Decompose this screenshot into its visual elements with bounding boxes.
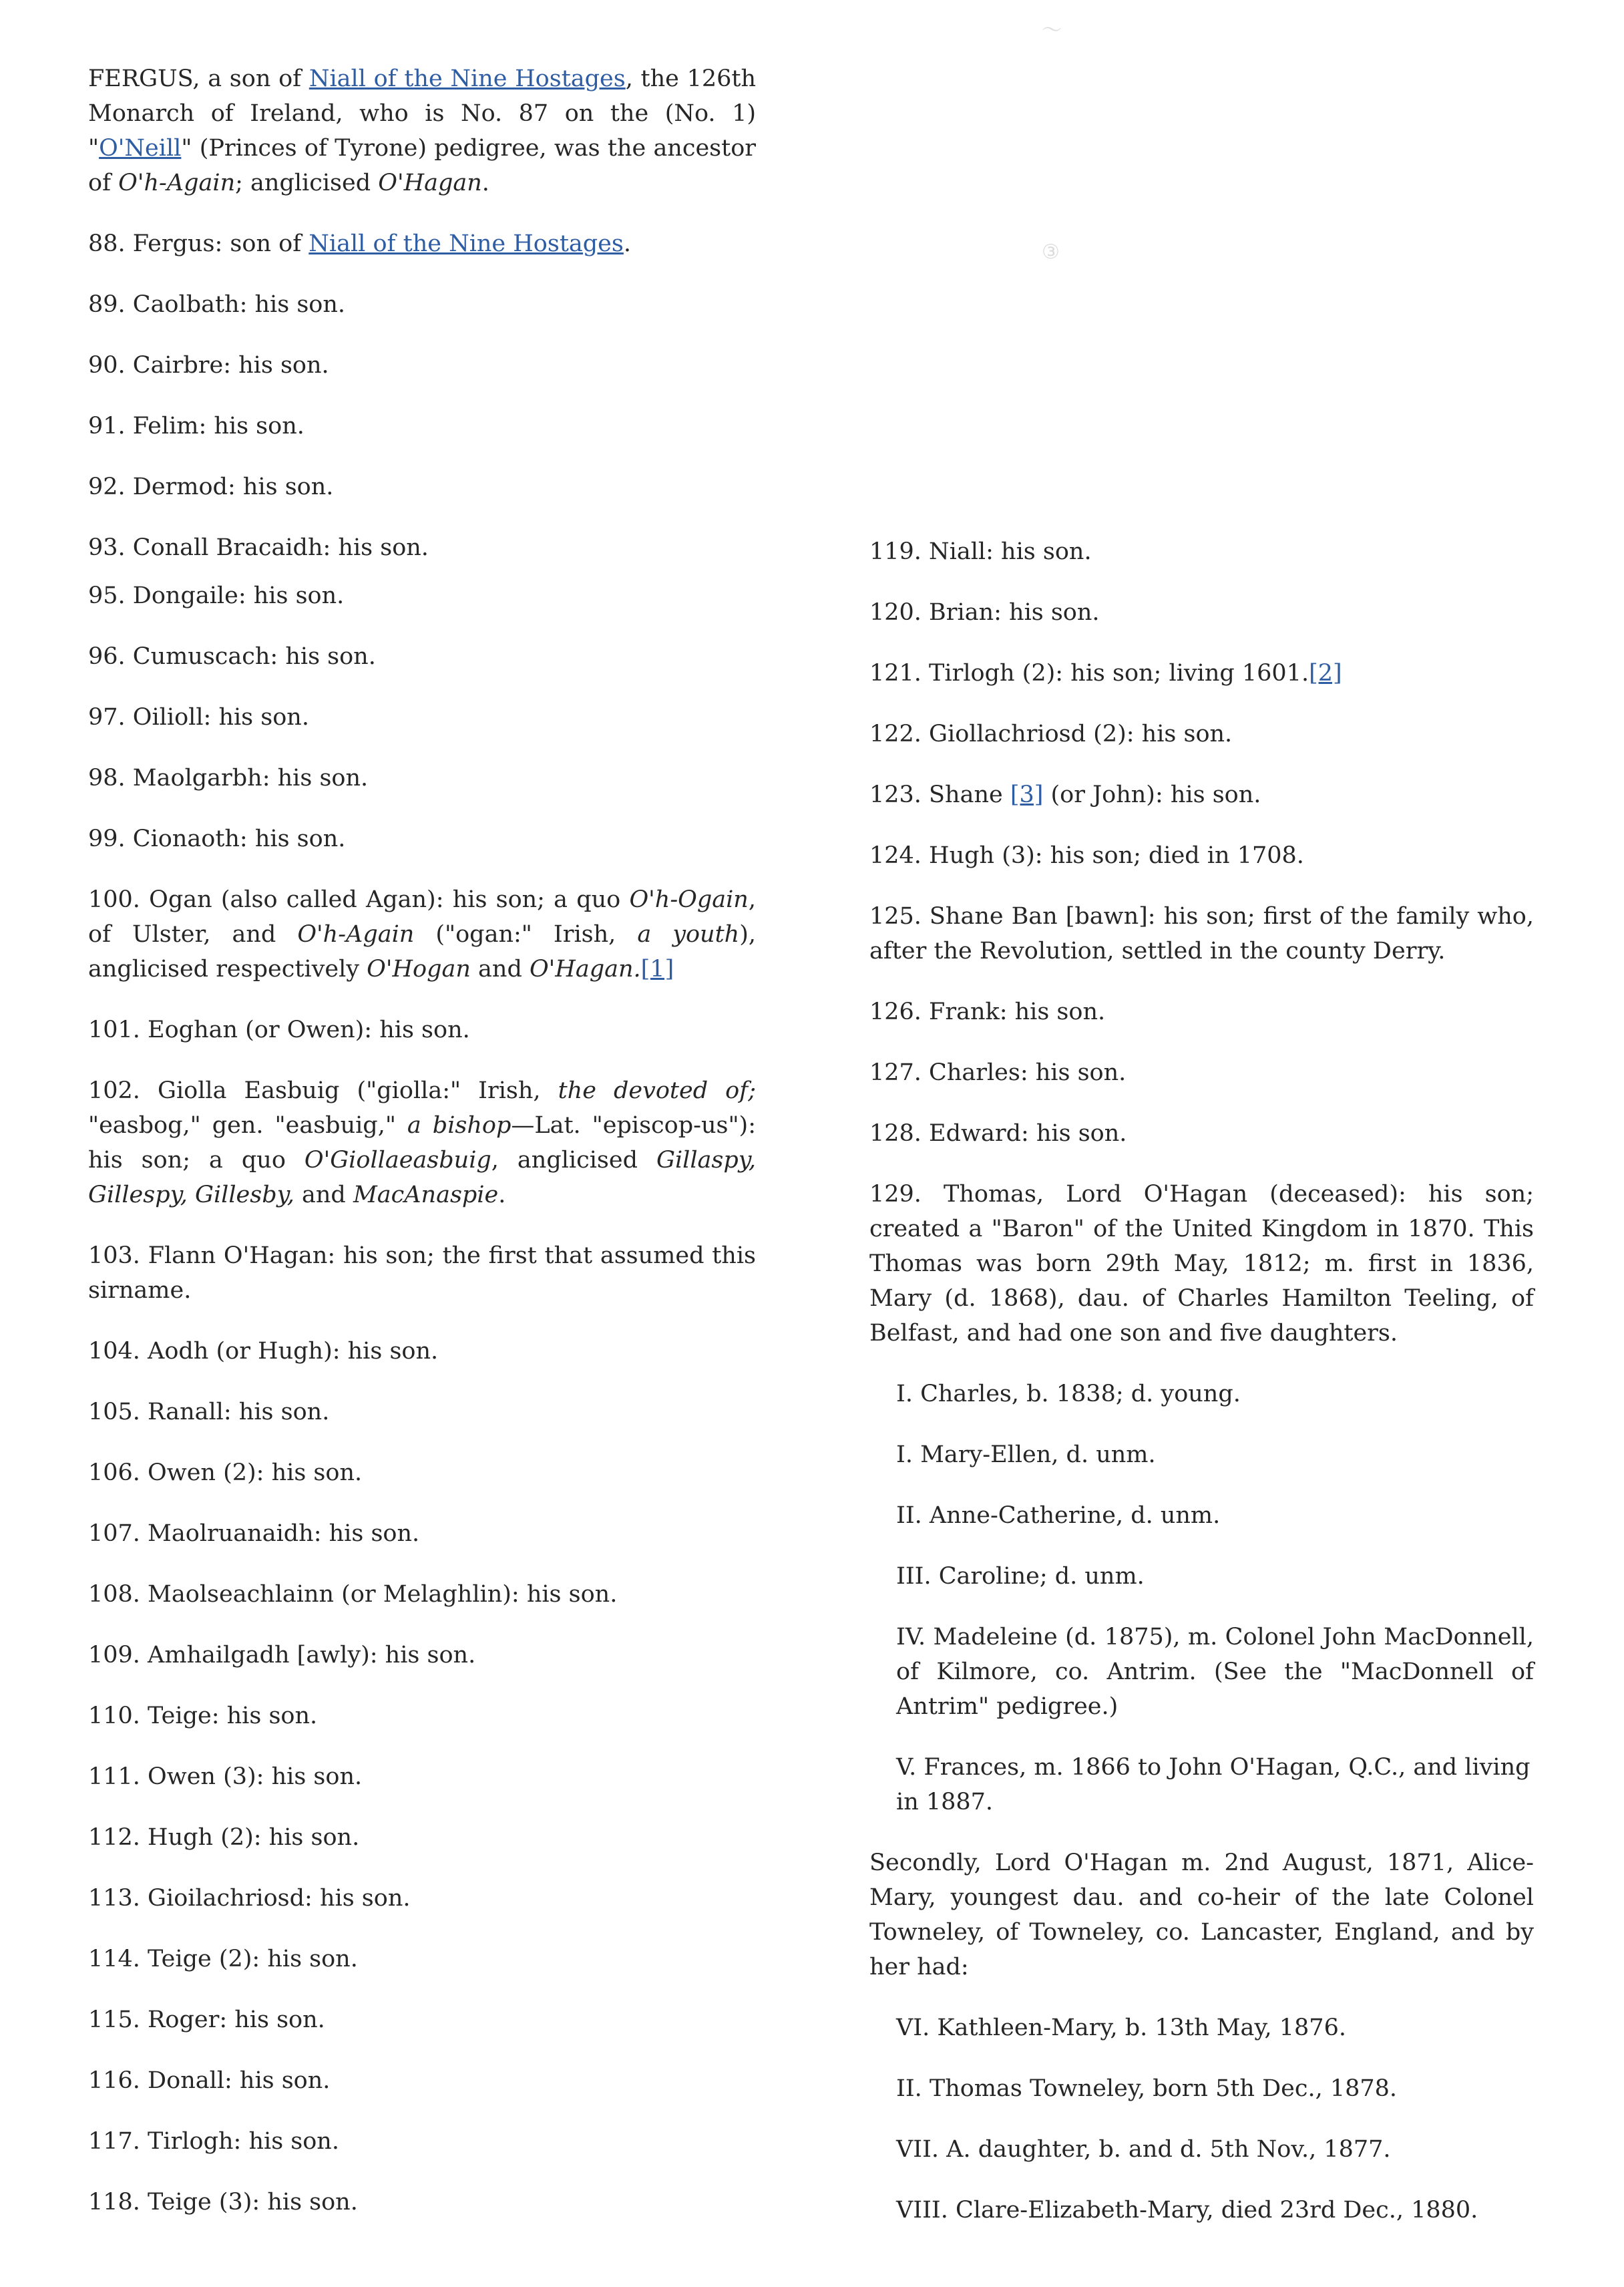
entry-italic: O'h-Ogain <box>629 886 749 913</box>
bleed-through-mark: ③ <box>1042 240 1060 264</box>
entry-italic: O'Hagan. <box>529 956 641 983</box>
intro-text: . <box>481 170 489 196</box>
pedigree-entry-121 <box>869 656 1534 691</box>
pedigree-entry: 122. Giollachriosd (2): his son. <box>869 721 1233 747</box>
entry-italic: O'Hogan <box>367 956 471 983</box>
entry-text: and <box>294 1182 353 1208</box>
intro-text: FERGUS, a son of <box>88 65 309 92</box>
pedigree-entry: 125. Shane Ban [bawn]: his son; first of the family who, after the Revolution, settled in the county Derry. <box>869 903 1534 964</box>
pedigree-entry: 90. Cairbre: his son. <box>88 352 329 379</box>
pedigree-entry: 116. Donall: his son. <box>88 2067 331 2094</box>
intro-text: , the 126th Monarch of Ireland, who is No. 87 on the (No. 1) " <box>88 65 756 162</box>
pedigree-entry: 89. Caolbath: his son. <box>88 291 346 318</box>
entry-text: , anglicised <box>491 1147 656 1174</box>
pedigree-entry: 99. Cionaoth: his son. <box>88 826 346 852</box>
entry-text: . <box>498 1182 506 1208</box>
pedigree-entry: 91. Felim: his son. <box>88 413 304 439</box>
child-entry: I. Charles, b. 1838; d. young. <box>896 1381 1241 1407</box>
child-entry: IV. Madeleine (d. 1875), m. Colonel John MacDonnell, of Kilmore, co. Antrim. (See the "MacDonnell of Antrim" pedigree.) <box>896 1624 1534 1720</box>
intro-name: O'h-Again <box>118 170 236 196</box>
oneill-link[interactable]: O'Neill <box>99 135 182 162</box>
pedigree-entry: 92. Dermod: his son. <box>88 474 334 500</box>
entry-italic: the devoted of; <box>558 1077 756 1104</box>
pedigree-entry: 109. Amhailgadh [awly): his son. <box>88 1642 476 1668</box>
pedigree-entry: 118. Teige (3): his son. <box>88 2189 358 2216</box>
entry-text: 121. Tirlogh (2): his son; living 1601. <box>869 660 1309 687</box>
entry-text: and <box>470 956 530 983</box>
entry-text: 123. Shane <box>869 781 1010 808</box>
entry-text: . <box>623 230 631 257</box>
pedigree-entry: 95. Dongaile: his son. <box>88 582 345 609</box>
intro-text: " (Princes of Tyrone) pedigree, was the ancestor of <box>88 135 756 196</box>
pedigree-entry: 119. Niall: his son. <box>869 538 1092 565</box>
pedigree-entry: 96. Cumuscach: his son. <box>88 643 376 670</box>
child-entry: VIII. Clare-Elizabeth-Mary, died 23rd Dec., 1880. <box>896 2197 1478 2224</box>
entry-text: 88. Fergus: son of <box>88 230 309 257</box>
pedigree-entry: 126. Frank: his son. <box>869 999 1106 1025</box>
child-entry: II. Anne-Catherine, d. unm. <box>896 1502 1221 1529</box>
intro-paragraph <box>88 61 756 200</box>
entry-italic: a youth <box>637 921 740 948</box>
entry-italic: MacAnaspie <box>353 1182 499 1208</box>
pedigree-entry: 104. Aodh (or Hugh): his son. <box>88 1338 439 1365</box>
child-entry: I. Mary-Ellen, d. unm. <box>896 1441 1156 1468</box>
niall-link[interactable]: Niall of the Nine Hostages <box>309 65 626 92</box>
entry-text: 100. Ogan (also called Agan): his son; a quo <box>88 886 630 913</box>
bleed-through-mark: 〜 <box>1042 19 1062 42</box>
child-entry: V. Frances, m. 1866 to John O'Hagan, Q.C., and living in 1887. <box>896 1754 1531 1815</box>
pedigree-entry-102 <box>88 1073 756 1212</box>
pedigree-entry: 120. Brian: his son. <box>869 599 1100 626</box>
pedigree-entry: 103. Flann O'Hagan: his son; the first that assumed this sirname. <box>88 1242 756 1304</box>
pedigree-entry: 106. Owen (2): his son. <box>88 1459 363 1486</box>
entry-text: "easbog," gen. "easbuig," <box>88 1112 407 1139</box>
pedigree-entry: 112. Hugh (2): his son. <box>88 1824 360 1851</box>
entry-text: —Lat. "episcop-us"): his son; a quo <box>88 1112 756 1174</box>
right-column <box>869 534 1534 2254</box>
pedigree-entry: 110. Teige: his son. <box>88 1703 318 1729</box>
entry-text: ), anglicised respectively <box>88 921 756 983</box>
niall-link-88[interactable]: Niall of the Nine Hostages <box>309 230 624 257</box>
entry-italic: a bishop <box>407 1112 512 1139</box>
pedigree-entry: 115. Roger: his son. <box>88 2006 325 2033</box>
pedigree-entry-88 <box>88 226 756 261</box>
pedigree-entry: 128. Edward: his son. <box>869 1120 1127 1147</box>
entry-text: , of Ulster, and <box>88 886 756 948</box>
child-entry: VII. A. daughter, b. and d. 5th Nov., 1877. <box>896 2136 1391 2163</box>
entry-italic: O'h-Again <box>297 921 415 948</box>
footnote-link-3[interactable]: [3] <box>1010 781 1044 808</box>
intro-name: O'Hagan <box>378 170 482 196</box>
pedigree-entry: 124. Hugh (3): his son; died in 1708. <box>869 842 1304 869</box>
left-column <box>88 61 756 2246</box>
pedigree-entry: 108. Maolseachlainn (or Melaghlin): his son. <box>88 1581 618 1608</box>
second-marriage-paragraph: Secondly, Lord O'Hagan m. 2nd August, 1871, Alice-Mary, youngest dau. and co-heir of the late Colonel Towneley, of Towneley, co. Lancaster, England, and by her had: <box>869 1850 1534 1980</box>
pedigree-entry: 114. Teige (2): his son. <box>88 1946 358 1972</box>
intro-text: ; anglicised <box>235 170 379 196</box>
pedigree-entry: 93. Conall Bracaidh: his son. <box>88 534 429 561</box>
child-entry: II. Thomas Towneley, born 5th Dec., 1878. <box>896 2075 1398 2102</box>
footnote-link-2[interactable]: [2] <box>1309 660 1342 687</box>
pedigree-entry: 98. Maolgarbh: his son. <box>88 765 369 791</box>
pedigree-entry-123 <box>869 777 1534 812</box>
pedigree-entry: 111. Owen (3): his son. <box>88 1763 363 1790</box>
entry-text: 102. Giolla Easbuig ("giolla:" Irish, <box>88 1077 558 1104</box>
child-entry: VI. Kathleen-Mary, b. 13th May, 1876. <box>896 2014 1346 2041</box>
entry-italic: O'Giollaeasbuig <box>304 1147 491 1174</box>
child-entry: III. Caroline; d. unm. <box>896 1563 1145 1590</box>
pedigree-entry-100 <box>88 882 756 987</box>
entry-text: (or John): his son. <box>1043 781 1261 808</box>
entry-italic: Gillaspy, Gillespy, Gillesby, <box>88 1147 757 1208</box>
footnote-link-1[interactable]: [1] <box>640 956 674 983</box>
pedigree-entry: 101. Eoghan (or Owen): his son. <box>88 1017 470 1043</box>
pedigree-entry: 97. Oilioll: his son. <box>88 704 309 731</box>
pedigree-entry: 117. Tirlogh: his son. <box>88 2128 339 2155</box>
entry-text: ("ogan:" Irish, <box>414 921 638 948</box>
pedigree-entry-129: 129. Thomas, Lord O'Hagan (deceased): his son; created a "Baron" of the United Kingdom in 1870. This Thomas was born 29th May, 1812; m. first in 1836, Mary (d. 1868), dau. of Charles Hamilton Teeling, of Belfast, and had one son and five daughters. <box>869 1181 1534 1347</box>
pedigree-entry: 127. Charles: his son. <box>869 1059 1127 1086</box>
pedigree-entry: 107. Maolruanaidh: his son. <box>88 1520 420 1547</box>
pedigree-entry: 113. Gioilachriosd: his son. <box>88 1885 411 1912</box>
pedigree-entry: 105. Ranall: his son. <box>88 1399 330 1425</box>
